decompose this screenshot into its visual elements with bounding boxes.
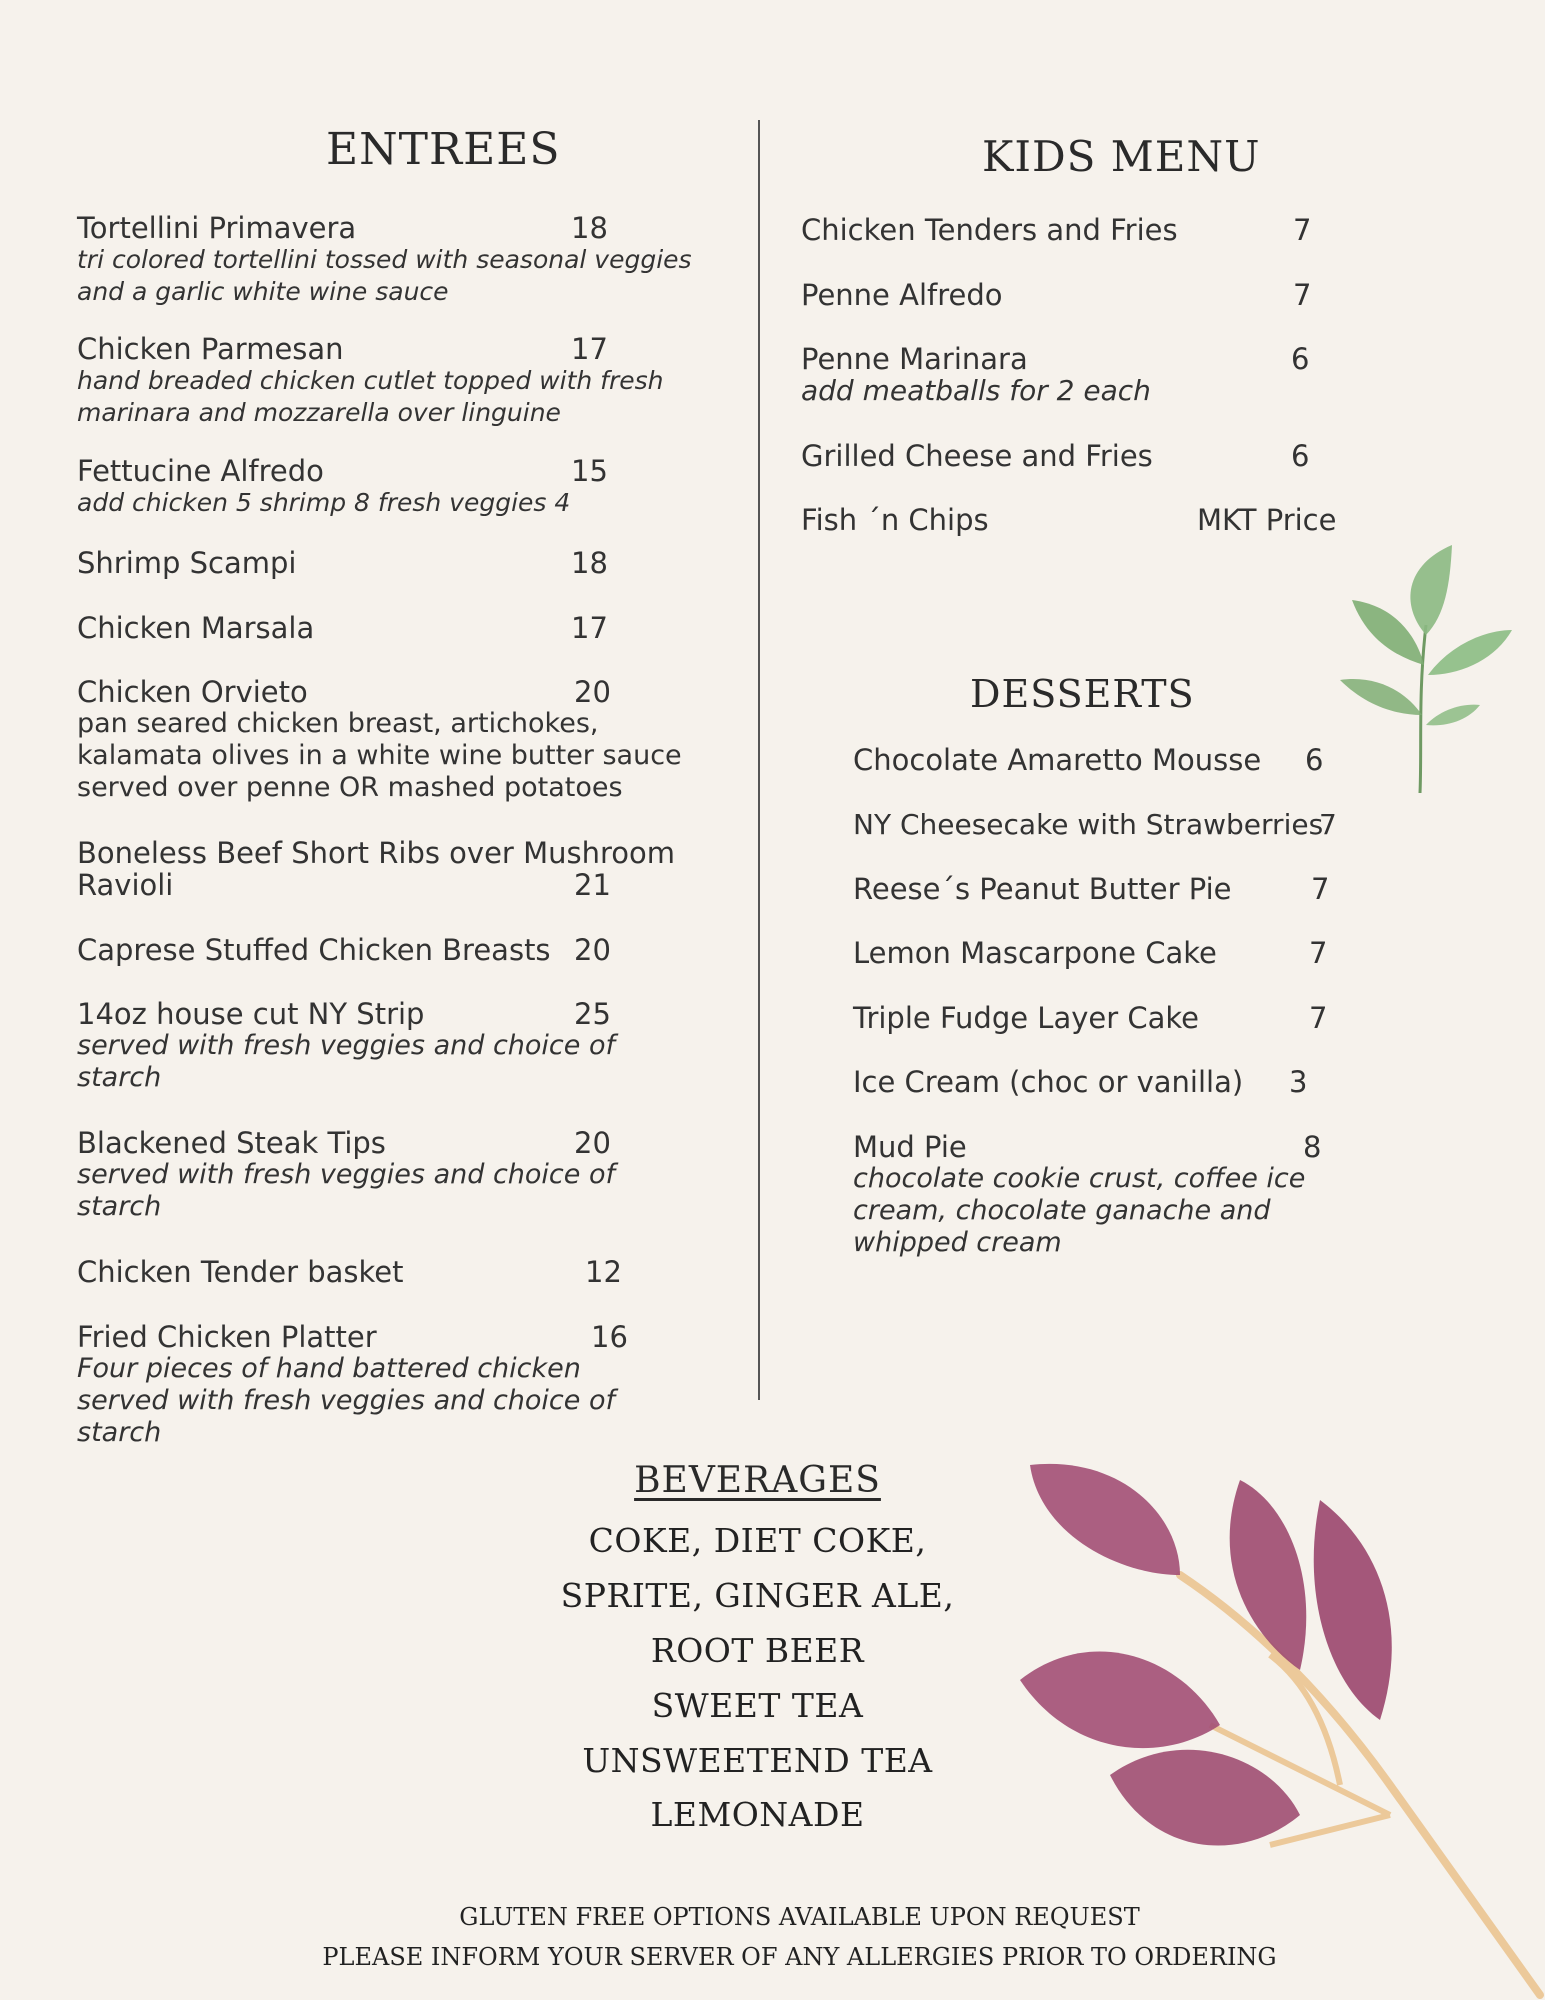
entree-item bbox=[77, 837, 675, 901]
dessert-price: 7 bbox=[1309, 936, 1328, 970]
entree-price: 25 bbox=[574, 997, 611, 1031]
plum-leaf-icon bbox=[1010, 1455, 1545, 2000]
kids-item-description: add meatballs for 2 each bbox=[801, 374, 1151, 407]
entree-price: 20 bbox=[574, 933, 611, 967]
dessert-item bbox=[853, 808, 1337, 841]
entree-name: Chicken Orvieto bbox=[77, 675, 308, 709]
dessert-item bbox=[853, 743, 1324, 777]
footer-allergy-note: PLEASE INFORM YOUR SERVER OF ANY ALLERGIES PRIOR TO ORDERING bbox=[322, 1943, 1277, 1971]
entree-name: Shrimp Scampi bbox=[77, 546, 297, 580]
entrees-heading: ENTREES bbox=[326, 124, 561, 175]
desserts-heading: DESSERTS bbox=[970, 672, 1195, 716]
entree-description: add chicken 5 shrimp 8 fresh veggies 4 bbox=[77, 488, 571, 517]
entree-description: served with fresh veggies and choice of starch bbox=[77, 1159, 615, 1222]
footer-gluten-note: GLUTEN FREE OPTIONS AVAILABLE UPON REQUEST bbox=[459, 1903, 1140, 1931]
dessert-price: 6 bbox=[1305, 743, 1324, 777]
kids-item-price: 7 bbox=[1293, 278, 1312, 312]
kids-item bbox=[801, 503, 1337, 537]
entree-item bbox=[77, 1127, 615, 1223]
kids-item-name: Fish ´n Chips bbox=[801, 503, 989, 537]
kids-item-price: MKT Price bbox=[1197, 503, 1337, 537]
dessert-name: Lemon Mascarpone Cake bbox=[853, 936, 1217, 970]
kids-item bbox=[801, 213, 1312, 247]
dessert-name: Triple Fudge Layer Cake bbox=[853, 1001, 1200, 1035]
entree-name: Tortellini Primavera bbox=[77, 211, 357, 245]
beverage-line: SPRITE, GINGER ALE, bbox=[560, 1576, 955, 1615]
entree-price: 21 bbox=[574, 868, 611, 902]
kids-menu-heading: KIDS MENU bbox=[982, 132, 1261, 181]
dessert-item bbox=[853, 1065, 1308, 1099]
entree-price: 20 bbox=[574, 675, 611, 709]
kids-item-name: Penne Marinara bbox=[801, 342, 1028, 376]
entree-item bbox=[77, 546, 608, 580]
kids-item-price: 7 bbox=[1293, 213, 1312, 247]
dessert-price: 7 bbox=[1319, 808, 1337, 841]
entree-name: Blackened Steak Tips bbox=[77, 1126, 386, 1160]
kids-item-name: Grilled Cheese and Fries bbox=[801, 439, 1153, 473]
entree-item bbox=[77, 212, 692, 308]
entree-price: 17 bbox=[571, 332, 608, 366]
kids-item bbox=[801, 439, 1310, 473]
dessert-name: Reese´s Peanut Butter Pie bbox=[853, 872, 1232, 906]
dessert-price: 3 bbox=[1289, 1065, 1308, 1099]
beverage-line: SWEET TEA bbox=[651, 1686, 864, 1725]
dessert-price: 8 bbox=[1303, 1130, 1322, 1164]
entree-name: Caprese Stuffed Chicken Breasts bbox=[77, 933, 551, 967]
entree-name: Chicken Parmesan bbox=[77, 332, 344, 366]
dessert-name: NY Cheesecake with Strawberries bbox=[853, 808, 1324, 841]
entree-name: 14oz house cut NY Strip bbox=[77, 997, 425, 1031]
dessert-name: Mud Pie bbox=[853, 1130, 967, 1164]
entree-item bbox=[77, 1320, 628, 1449]
entree-price: 18 bbox=[571, 546, 608, 580]
entree-description: Four pieces of hand battered chicken served with fresh veggies and choice of starch bbox=[77, 1353, 615, 1448]
entree-description: pan seared chicken breast, artichokes, kalamata olives in a white wine butter sauce served over penne OR mashed potatoes bbox=[77, 708, 682, 803]
entree-name: Fettucine Alfredo bbox=[77, 454, 324, 488]
entree-name: Chicken Tender basket bbox=[77, 1255, 404, 1289]
entree-name: Boneless Beef Short Ribs over Mushroom bbox=[77, 836, 675, 870]
kids-item-price: 6 bbox=[1291, 439, 1310, 473]
dessert-name: Ice Cream (choc or vanilla) bbox=[853, 1065, 1244, 1099]
dessert-name: Chocolate Amaretto Mousse bbox=[853, 743, 1262, 777]
entree-item bbox=[77, 676, 682, 804]
dessert-item bbox=[853, 1130, 1322, 1259]
green-leaf-icon bbox=[1340, 545, 1520, 795]
beverage-line: UNSWEETEND TEA bbox=[582, 1741, 933, 1780]
beverage-line: COKE, DIET COKE, bbox=[588, 1521, 927, 1560]
dessert-item bbox=[853, 936, 1328, 970]
kids-item-price: 6 bbox=[1291, 342, 1310, 376]
entree-item bbox=[77, 454, 608, 519]
beverage-line: ROOT BEER bbox=[650, 1631, 865, 1670]
entree-price: 16 bbox=[591, 1320, 628, 1354]
entree-item bbox=[77, 998, 615, 1094]
entree-price: 12 bbox=[585, 1255, 622, 1289]
entree-item bbox=[77, 933, 611, 967]
column-divider bbox=[758, 120, 760, 1400]
dessert-description: chocolate cookie crust, coffee ice cream, chocolate ganache and whipped cream bbox=[853, 1163, 1306, 1258]
dessert-item bbox=[853, 872, 1330, 906]
entree-name: Fried Chicken Platter bbox=[77, 1320, 377, 1354]
entree-item bbox=[77, 611, 608, 645]
beverage-line: LEMONADE bbox=[650, 1795, 865, 1834]
entree-price: 18 bbox=[571, 211, 608, 245]
entree-price: 17 bbox=[571, 611, 608, 645]
kids-item bbox=[801, 342, 1310, 407]
kids-item-name: Penne Alfredo bbox=[801, 278, 1003, 312]
kids-item-name: Chicken Tenders and Fries bbox=[801, 213, 1178, 247]
entree-description: tri colored tortellini tossed with seasonal veggies and a garlic white wine sauce bbox=[77, 245, 692, 306]
entree-description: hand breaded chicken cutlet topped with fresh marinara and mozzarella over linguine bbox=[77, 366, 664, 427]
dessert-price: 7 bbox=[1309, 1001, 1328, 1035]
dessert-price: 7 bbox=[1311, 872, 1330, 906]
entree-price: 20 bbox=[574, 1126, 611, 1160]
entree-description: served with fresh veggies and choice of starch bbox=[77, 1030, 615, 1093]
entree-name: Chicken Marsala bbox=[77, 611, 315, 645]
dessert-item bbox=[853, 1001, 1328, 1035]
entree-item bbox=[77, 333, 664, 429]
kids-item bbox=[801, 278, 1312, 312]
entree-price: 15 bbox=[571, 454, 608, 488]
entree-description: Ravioli bbox=[77, 868, 174, 902]
beverages-heading: BEVERAGES bbox=[634, 1460, 881, 1501]
entree-item bbox=[77, 1255, 622, 1289]
